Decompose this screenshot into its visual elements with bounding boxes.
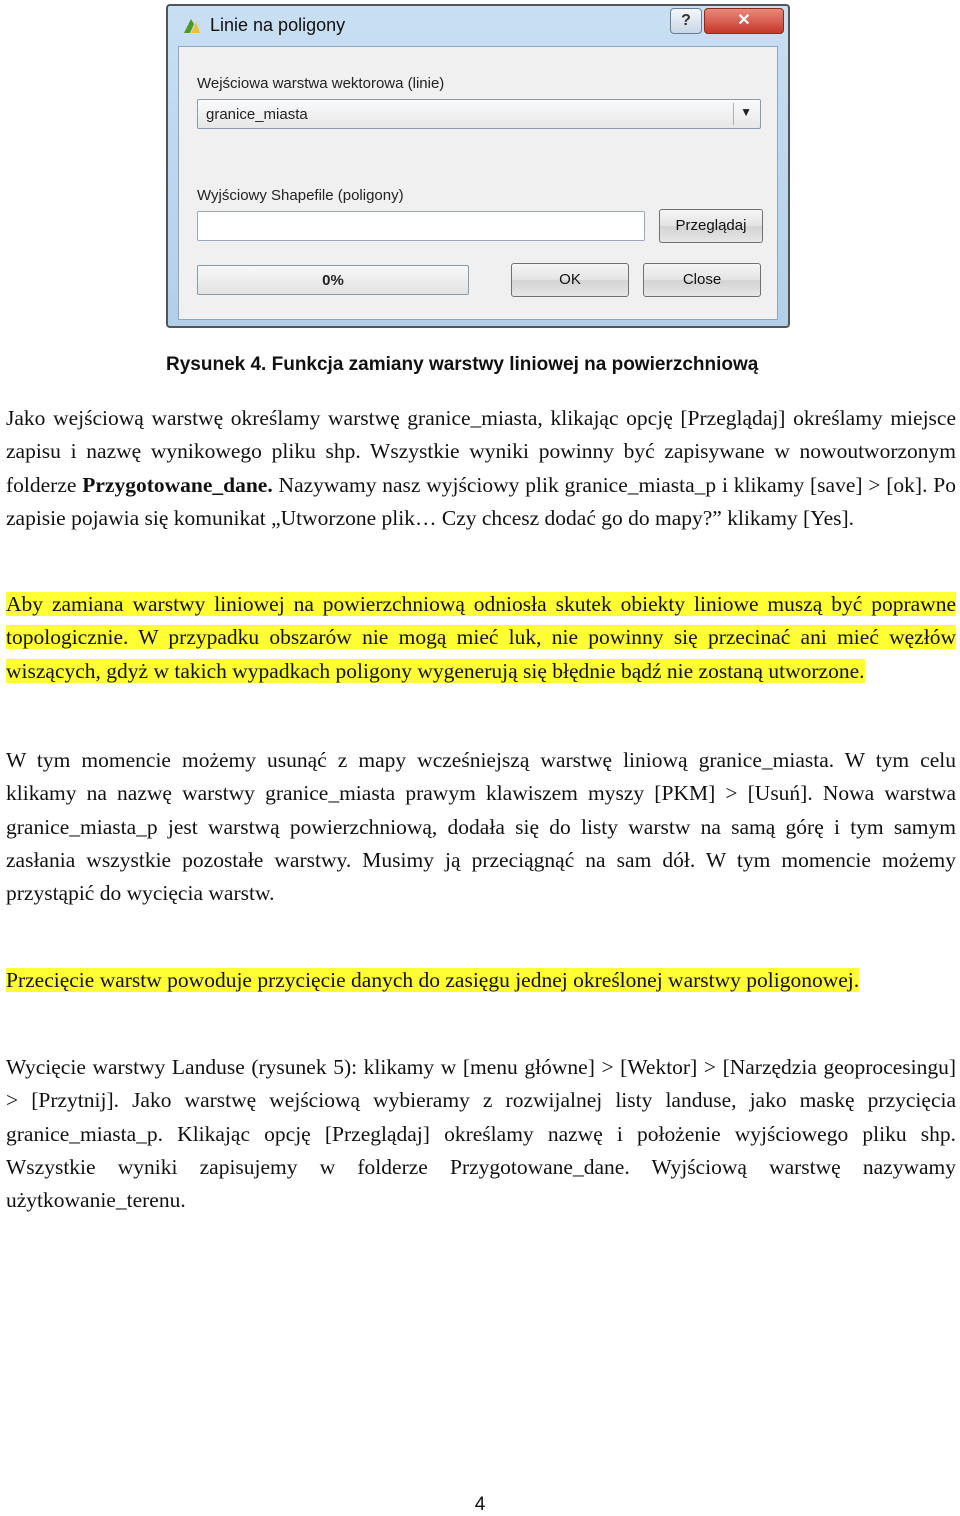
paragraph-1-text-a: Jako wejściową warstwę określamy warstwę granice_miasta, klikając opcję [Przeglądaj] określamy miejsce zapisu i nazwę wynikowego pliku shp. Wszystkie wyniki powinny być zapisywane w nowoutworzonym folderze — [6, 406, 956, 497]
paragraph-1 — [6, 402, 956, 535]
dialog-title-bar — [168, 6, 788, 46]
figure-caption: Rysunek 4. Funkcja zamiany warstwy liniowej na powierzchniową — [166, 354, 759, 375]
window-close-button[interactable]: ✕ — [704, 8, 784, 34]
input-layer-label: Wejściowa warstwa wektorowa (linie) — [197, 75, 445, 92]
output-shapefile-label: Wyjściowy Shapefile (poligony) — [197, 187, 404, 204]
progress-bar — [197, 265, 469, 295]
paragraph-1-text-c: Nazywamy nasz wyjściowy plik granice_miasta_p i klikamy [save] > [ok]. Po zapisie pojawia się komunikat „Utworzone plik… Czy chcesz dodać go do mapy?” klikamy [Yes]. — [6, 472, 956, 530]
combo-divider — [733, 103, 734, 125]
paragraph-5: Wycięcie warstwy Landuse (rysunek 5): klikamy w [menu główne] > [Wektor] > [Narzędzia geoprocesingu] > [Przytnij]. Jako warstwę wejściową wybieramy z rozwijalnej listy landuse, jako maskę przycięcia granice_miasta_p. Klikając opcję [Przeglądaj] określamy nazwę i położenie wyjściowego pliku shp. Wszystkie wyniki zapisujemy w folderze Przygotowane_dane. Wyjściową warstwę nazywamy użytkowanie_terenu. — [6, 1055, 956, 1213]
folder-name-bold: Przygotowane_dane. — [82, 472, 273, 497]
paragraph-4-highlighted — [6, 964, 956, 997]
qgis-logo-icon — [182, 16, 202, 36]
ok-button[interactable]: OK — [511, 263, 629, 297]
highlighted-text: Aby zamiana warstwy liniowej na powierzchniową odniosła skutek obiekty liniowe muszą być poprawne topologicznie. W przypadku obszarów nie mogą mieć luk, nie powinny się przecinać ani mieć węzłów wiszących, gdyż w takich wypadkach poligony wygenerują się błędnie bądź nie zostaną utworzone. — [6, 592, 956, 683]
paragraph-2-highlighted — [6, 588, 956, 688]
output-shapefile-input[interactable] — [197, 211, 645, 241]
linie-na-poligony-dialog — [166, 4, 790, 328]
highlighted-text: Przecięcie warstw powoduje przycięcie danych do zasięgu jednej określonej warstwy poligonowej. — [6, 968, 860, 992]
progress-text: 0% — [322, 272, 344, 289]
help-button[interactable]: ? — [670, 8, 702, 34]
dialog-title: Linie na poligony — [210, 15, 346, 35]
page-number: 4 — [474, 1494, 486, 1515]
browse-button[interactable]: Przeglądaj — [659, 209, 763, 243]
close-button[interactable]: Close — [643, 263, 761, 297]
input-layer-value: granice_miasta — [206, 106, 308, 123]
input-layer-select[interactable] — [197, 99, 761, 129]
dialog-body — [178, 46, 778, 320]
chevron-down-icon[interactable]: ▼ — [740, 105, 752, 119]
paragraph-3: W tym momencie możemy usunąć z mapy wcześniejszą warstwę liniową granice_miasta. W tym celu klikamy na nazwę warstwy granice_miasta prawym klawiszem myszy [PKM] > [Usuń]. Nowa warstwa granice_miasta_p jest warstwą powierzchniową, dodała się do listy warstw na samą górę i tym samym zasłania wszystkie pozostałe warstwy. Musimy ją przeciągnąć na sam dół. W tym momencie możemy przystąpić do wycięcia warstw. — [6, 748, 956, 906]
